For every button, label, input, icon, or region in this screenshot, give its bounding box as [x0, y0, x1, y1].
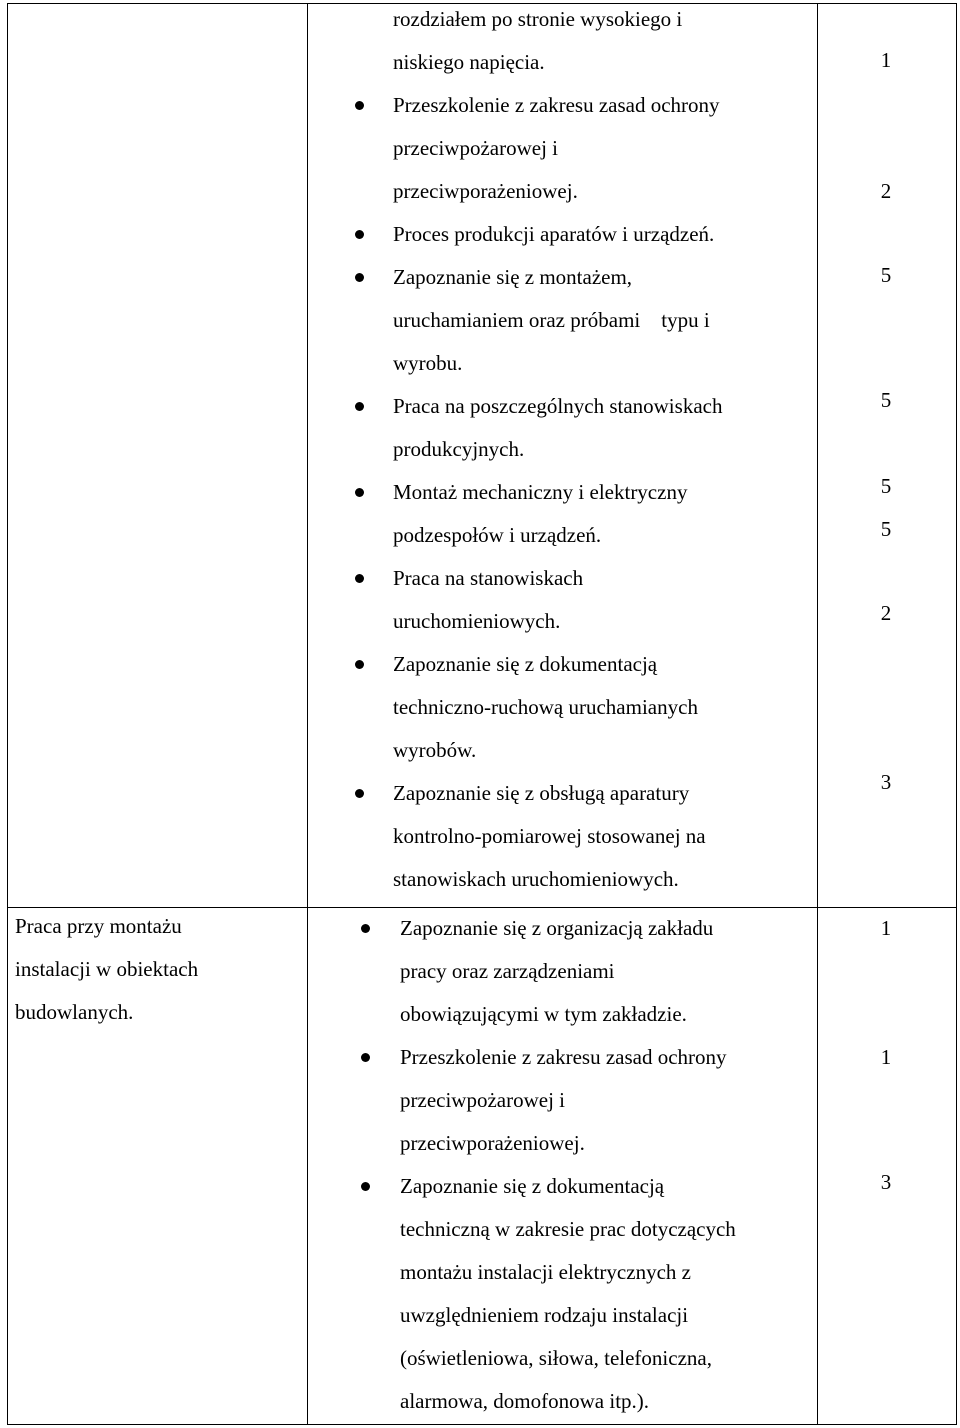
bullet-icon [355, 101, 364, 110]
hours-value: 5 [880, 263, 892, 287]
table-border-bottom [7, 1424, 957, 1425]
text-line: uruchomieniowych. [393, 609, 561, 633]
bullet-icon [355, 488, 364, 497]
topic-line: instalacji w obiektach [15, 957, 199, 981]
list-item: Przeszkolenie z zakresu zasad ochrony [393, 93, 720, 117]
topic-line: Praca przy montażu [15, 914, 182, 938]
text-line: przeciwporażeniowej. [400, 1131, 585, 1155]
text-line: kontrolno-pomiarowej stosowanej na [393, 824, 706, 848]
text-line: przeciwpożarowej i [393, 136, 558, 160]
text-line: przeciwporażeniowej. [393, 179, 578, 203]
table-border-col1-right [307, 3, 308, 1425]
list-item: Praca na poszczególnych stanowiskach [393, 394, 723, 418]
bullet-icon [355, 402, 364, 411]
text-line: produkcyjnych. [393, 437, 525, 461]
table-row-divider [7, 907, 957, 908]
bullet-icon [355, 230, 364, 239]
text-line: techniczną w zakresie prac dotyczących [400, 1217, 736, 1241]
text-line: uruchamianiem oraz próbami typu i [393, 308, 710, 332]
list-item: Zapoznanie się z montażem, [393, 265, 633, 289]
table-border-col2-right [817, 3, 818, 1425]
text-line: montażu instalacji elektrycznych z [400, 1260, 691, 1284]
text-line: uwzględnieniem rodzaju instalacji [400, 1303, 689, 1327]
topic-line: budowlanych. [15, 1000, 134, 1024]
bullet-icon [355, 789, 364, 798]
hours-value: 2 [880, 179, 892, 203]
list-item: Zapoznanie się z obsługą aparatury [393, 781, 690, 805]
text-line: obowiązującymi w tym zakładzie. [400, 1002, 687, 1026]
list-item: Zapoznanie się z organizacją zakładu [400, 916, 714, 940]
text-line: wyrobu. [393, 351, 463, 375]
text-line: pracy oraz zarządzeniami [400, 959, 615, 983]
bullet-icon [355, 660, 364, 669]
text-line: (oświetleniowa, siłowa, telefoniczna, [400, 1346, 712, 1370]
table-border-top [7, 3, 957, 4]
hours-value: 1 [880, 48, 892, 72]
list-item: Zapoznanie się z dokumentacją [400, 1174, 665, 1198]
hours-value: 5 [880, 474, 892, 498]
hours-value: 5 [880, 388, 892, 412]
bullet-icon [361, 924, 370, 933]
list-item: Proces produkcji aparatów i urządzeń. [393, 222, 715, 246]
bullet-icon [355, 273, 364, 282]
list-item: Praca na stanowiskach [393, 566, 584, 590]
hours-value: 3 [880, 770, 892, 794]
bullet-icon [361, 1053, 370, 1062]
text-line: przeciwpożarowej i [400, 1088, 565, 1112]
list-item: Przeszkolenie z zakresu zasad ochrony [400, 1045, 727, 1069]
hours-value: 3 [880, 1170, 892, 1194]
table-border-right [956, 3, 957, 1425]
text-line: stanowiskach uruchomieniowych. [393, 867, 679, 891]
hours-value: 2 [880, 601, 892, 625]
table-border-left [7, 3, 8, 1425]
text-line: techniczno-ruchową uruchamianych [393, 695, 698, 719]
list-item: Zapoznanie się z dokumentacją [393, 652, 658, 676]
list-item: Montaż mechaniczny i elektryczny [393, 480, 688, 504]
hours-value: 1 [880, 916, 892, 940]
text-line: wyrobów. [393, 738, 477, 762]
bullet-icon [355, 574, 364, 583]
text-line: alarmowa, domofonowa itp.). [400, 1389, 650, 1413]
text-line: podzespołów i urządzeń. [393, 523, 602, 547]
hours-value: 1 [880, 1045, 892, 1069]
text-line: rozdziałem po stronie wysokiego i [393, 7, 683, 31]
hours-value: 5 [880, 517, 892, 541]
text-line: niskiego napięcia. [393, 50, 545, 74]
bullet-icon [361, 1182, 370, 1191]
